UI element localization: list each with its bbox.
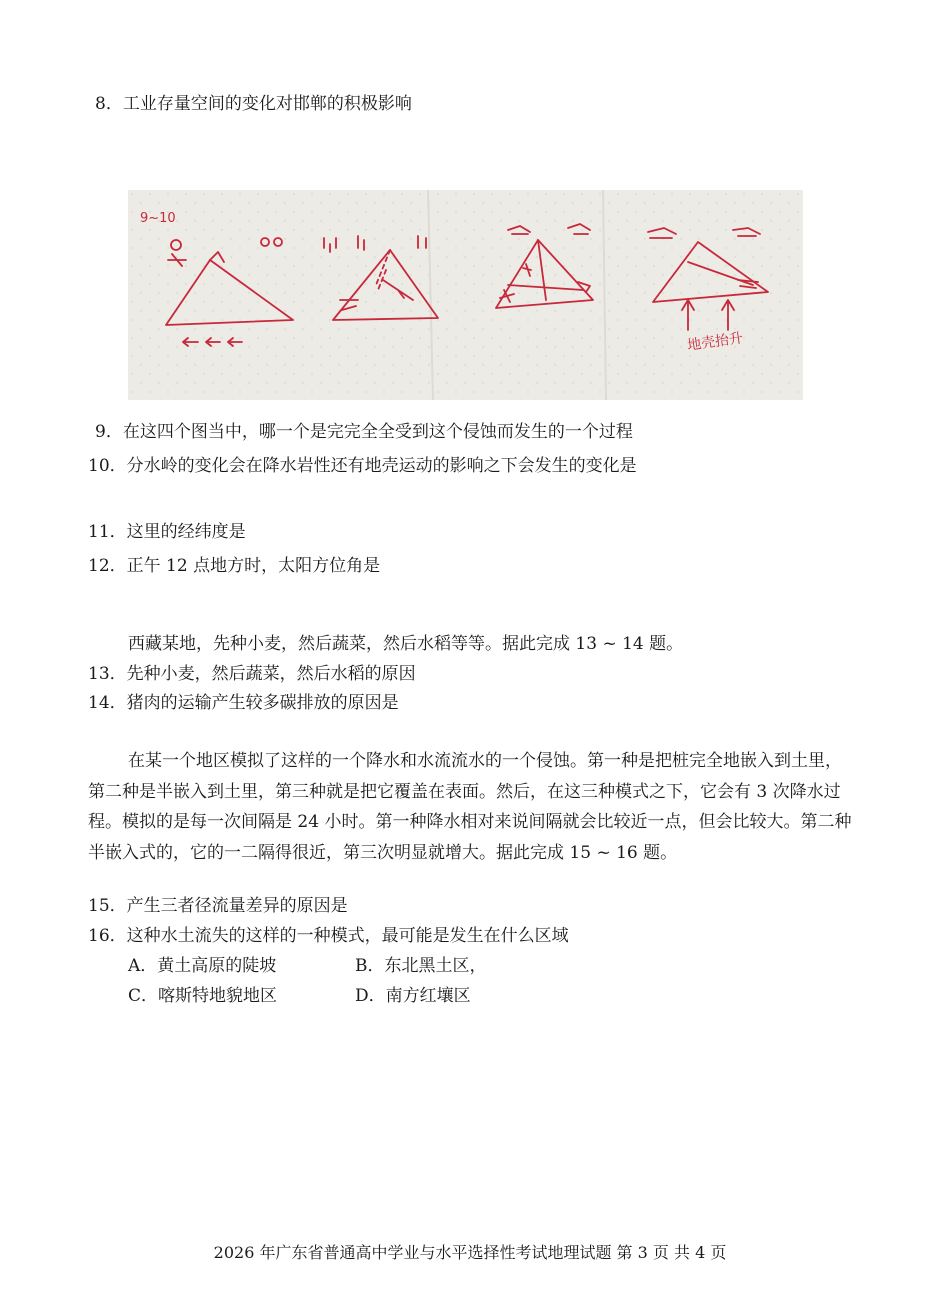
question-10: 10．分水岭的变化会在降水岩性还有地壳运动的影响之下会发生的变化是 xyxy=(88,456,637,476)
question-9: 9．在这四个图当中，哪一个是完完全全受到这个侵蚀而发生的一个过程 xyxy=(95,422,633,442)
option-c: C．喀斯特地貌地区 xyxy=(128,986,278,1006)
question-14: 14．猪肉的运输产生较多碳排放的原因是 xyxy=(88,693,399,713)
hand-drawn-triangles xyxy=(128,190,803,400)
sketch-note-uplift: 地壳抬升 xyxy=(686,330,745,354)
question-16: 16．这种水土流失的这样的一种模式，最可能是发生在什么区域 xyxy=(88,926,569,946)
intro-15-16: 在某一个地区模拟了这样的一个降水和水流流水的一个侵蚀。第一种是把桩完全地嵌入到土里，第二种是半嵌入到土里，第三种就是把它覆盖在表面。然后，在这三种模式之下，它会有 3 次降水过程。模拟的是每一次间隔是 24 小时。第一种降水相对来说间隔就会比较近一点，但会比较大。第二种半嵌入式的，它的一二隔得很近，第三次明显就增大。据此完成 15 ~ 16 题。 xyxy=(88,751,852,863)
question-15: 15．产生三者径流量差异的原因是 xyxy=(88,896,348,916)
option-d: D．南方红壤区 xyxy=(355,986,471,1006)
page-footer: 2026 年广东省普通高中学业与水平选择性考试地理试题 第 3 页 共 4 页 xyxy=(213,1243,727,1262)
sketch-corner-label: 9~10 xyxy=(140,211,176,226)
question-8: 8．工业存量空间的变化对邯郸的积极影响 xyxy=(95,94,412,114)
option-b: B．东北黑土区， xyxy=(355,956,487,976)
option-a: A．黄土高原的陡坡 xyxy=(128,956,277,976)
sketch-photo xyxy=(128,190,803,400)
question-11: 11．这里的经纬度是 xyxy=(88,522,246,542)
question-12: 12．正午 12 点地方时，太阳方位角是 xyxy=(88,556,381,576)
question-13: 13．先种小麦，然后蔬菜，然后水稻的原因 xyxy=(88,664,416,684)
intro-13-14: 西藏某地，先种小麦，然后蔬菜，然后水稻等等。据此完成 13 ~ 14 题。 xyxy=(128,634,684,654)
tissue-paper xyxy=(128,190,803,400)
